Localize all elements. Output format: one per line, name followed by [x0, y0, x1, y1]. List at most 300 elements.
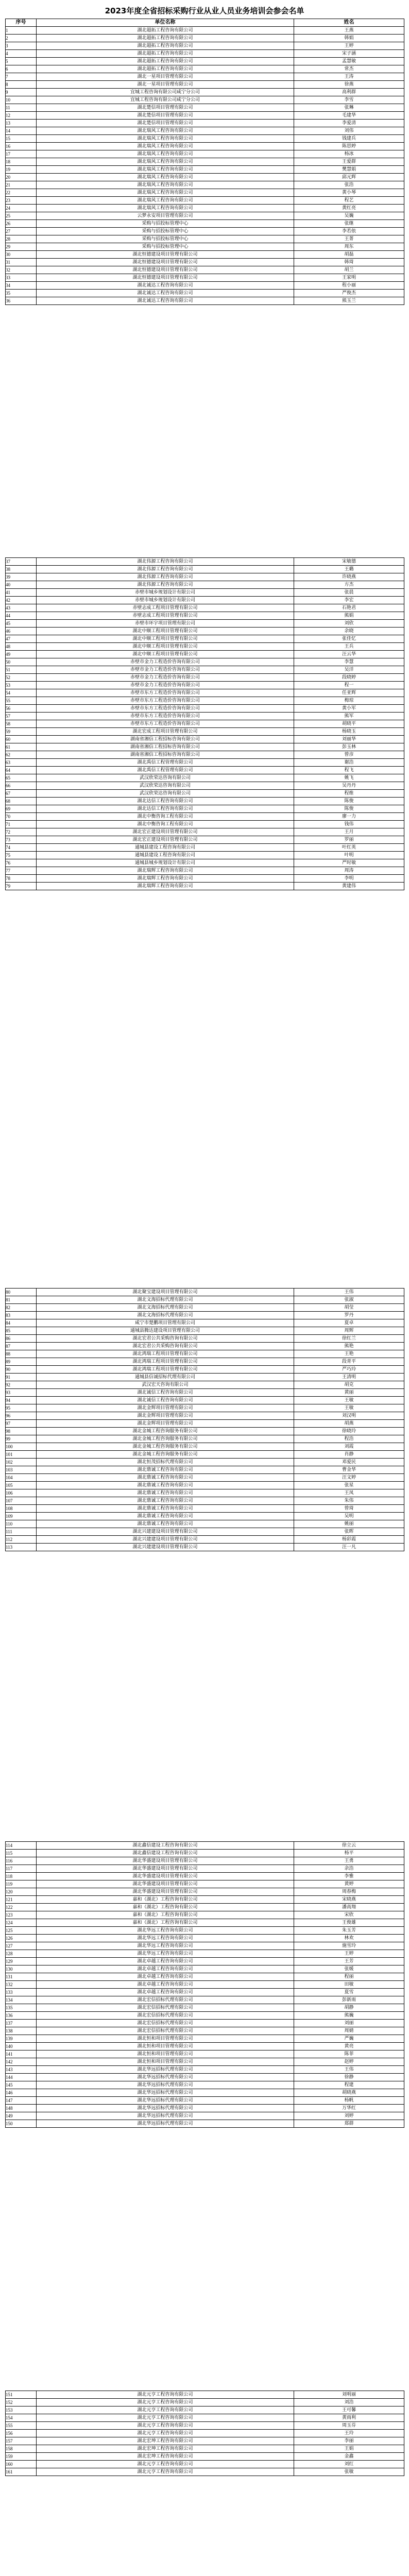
row-number: 46	[6, 628, 37, 635]
table-row	[6, 635, 404, 643]
unit-name: 湖北瑞辉工程咨询有限公司	[37, 883, 294, 890]
unit-name: 湖北华远招标代理有限公司	[37, 2105, 294, 2112]
unit-name: 湖北宏信招标代理有限公司	[37, 1996, 294, 2004]
person-name: 张继	[294, 220, 404, 228]
table-body	[6, 2391, 404, 2476]
table-row	[6, 197, 404, 205]
table-row	[6, 736, 404, 743]
table-row	[6, 1397, 404, 1404]
table-row	[6, 2020, 404, 2027]
person-name: 金鑫	[294, 2453, 404, 2461]
person-name: 王芳	[294, 1958, 404, 1965]
row-number: 106	[6, 1489, 37, 1497]
person-name: 程浩	[294, 1435, 404, 1443]
unit-name: 湖北瑞风工程咨询有限公司	[37, 158, 294, 166]
table-row	[6, 158, 404, 166]
roster-table	[5, 1288, 404, 1551]
unit-name: 赤壁市金力工程造价咨询有限公司	[37, 658, 294, 666]
unit-name: 湖北瑞风工程咨询有限公司	[37, 135, 294, 143]
person-name: 程维	[294, 790, 404, 798]
person-name: 方杰	[294, 581, 404, 589]
row-number: 149	[6, 2112, 37, 2120]
table-row	[6, 2105, 404, 2112]
row-number: 50	[6, 658, 37, 666]
unit-name: 湖北超拓工程咨询有限公司	[37, 35, 294, 42]
unit-name: 赤壁志成工程项目管理有限公司	[37, 612, 294, 620]
row-number: 160	[6, 2461, 37, 2468]
table-row	[6, 1850, 404, 1857]
person-name: 王家明	[294, 274, 404, 282]
row-number: 138	[6, 2027, 37, 2035]
unit-name: 湖北中顺工程项目管理有限公司	[37, 651, 294, 658]
unit-name: 湖北诚达工程咨询有限公司	[37, 282, 294, 290]
person-name: 张晖	[294, 1528, 404, 1536]
row-number: 12	[6, 112, 37, 120]
table-header-row	[6, 19, 404, 27]
person-name: 徐静	[294, 2074, 404, 2081]
person-name: 严巍	[294, 2035, 404, 2043]
table-row	[6, 1942, 404, 1950]
row-number: 43	[6, 604, 37, 612]
unit-name: 湖北恒茂招标代理有限公司	[37, 1459, 294, 1466]
table-row	[6, 2430, 404, 2437]
person-name: 周婧	[294, 2027, 404, 2035]
person-name: 杨平	[294, 1850, 404, 1857]
table-row	[6, 81, 404, 89]
row-number: 108	[6, 1505, 37, 1513]
row-number: 147	[6, 2097, 37, 2105]
unit-name: 湖北恒德建设项目管理有限公司	[37, 266, 294, 274]
row-number: 118	[6, 1873, 37, 1880]
row-number: 57	[6, 713, 37, 720]
person-name: 王玲	[294, 2430, 404, 2437]
row-number: 142	[6, 2058, 37, 2066]
row-number: 83	[6, 1312, 37, 1319]
table-row	[6, 1935, 404, 1942]
table-row	[6, 767, 404, 774]
row-number: 86	[6, 1335, 37, 1343]
person-name: 杨帆	[294, 2097, 404, 2105]
table-row	[6, 2027, 404, 2035]
row-number: 3	[6, 42, 37, 50]
row-number: 65	[6, 774, 37, 782]
person-name: 胡莹	[294, 1304, 404, 1312]
person-name: 刘霞	[294, 1443, 404, 1451]
unit-name: 通城县建设工程咨询有限公司	[37, 844, 294, 852]
table-row	[6, 58, 404, 65]
unit-name: 通城县城乡规划设计有限公司	[37, 859, 294, 867]
row-number: 119	[6, 1880, 37, 1888]
row-number: 104	[6, 1474, 37, 1482]
row-number: 2	[6, 35, 37, 42]
person-name: 钱伟	[294, 821, 404, 828]
row-number: 110	[6, 1520, 37, 1528]
person-name: 王可馨	[294, 2406, 404, 2414]
unit-name: 赤壁志成工程项目管理有限公司	[37, 604, 294, 612]
unit-name: 湖北瑞风工程咨询有限公司	[37, 197, 294, 205]
row-number: 157	[6, 2437, 37, 2445]
unit-name: 采购与招投标管理中心	[37, 243, 294, 251]
person-name: 宋欣	[294, 1911, 404, 1919]
unit-name: 赤壁市城乡规划设计有限公司	[37, 589, 294, 597]
table-row	[6, 2453, 404, 2461]
row-number: 70	[6, 813, 37, 821]
table-row	[6, 875, 404, 883]
table-row	[6, 867, 404, 875]
unit-name: 湖北鸿瑞工程项目管理有限公司	[37, 1350, 294, 1358]
table-row	[6, 852, 404, 859]
unit-name: 湖北超拓工程咨询有限公司	[37, 65, 294, 73]
table-row	[6, 1919, 404, 1927]
unit-name: 湖北达信工程咨询有限公司	[37, 805, 294, 813]
person-name: 程丽	[294, 1973, 404, 1981]
table-row	[6, 174, 404, 181]
table-row	[6, 143, 404, 150]
table-row	[6, 1466, 404, 1474]
person-name: 严巧玲	[294, 1366, 404, 1374]
person-name: 刘明丽	[294, 2391, 404, 2399]
row-number: 100	[6, 1443, 37, 1451]
person-name: 罗丽	[294, 836, 404, 844]
row-number: 98	[6, 1428, 37, 1435]
row-number: 60	[6, 736, 37, 743]
table-row	[6, 73, 404, 81]
table-row	[6, 1289, 404, 1296]
person-name: 刘丽华	[294, 736, 404, 743]
row-number: 74	[6, 844, 37, 852]
unit-name: 湖北楚信项目管理有限公司	[37, 112, 294, 120]
table-row	[6, 220, 404, 228]
row-number: 21	[6, 181, 37, 189]
row-number: 96	[6, 1412, 37, 1420]
table-row	[6, 774, 404, 782]
table-row	[6, 836, 404, 844]
unit-name: 湖北恒德建设项目管理有限公司	[37, 251, 294, 259]
row-number: 85	[6, 1327, 37, 1335]
table-row	[6, 1505, 404, 1513]
person-name: 韩琦	[294, 259, 404, 266]
table-row	[6, 883, 404, 890]
table-row	[6, 50, 404, 58]
row-number: 151	[6, 2391, 37, 2399]
table-row	[6, 1435, 404, 1443]
unit-name: 湖北瑞风工程咨询有限公司	[37, 174, 294, 181]
unit-name: 赤壁市金力工程造价咨询有限公司	[37, 682, 294, 689]
person-name: 胡晓平	[294, 720, 404, 728]
person-name: 王敏	[294, 1404, 404, 1412]
table-row	[6, 1520, 404, 1528]
table-row	[6, 674, 404, 682]
unit-name: 湖北恒和项目管理有限公司	[37, 2050, 294, 2058]
person-name: 潘高翔	[294, 1904, 404, 1911]
person-name: 韩娟	[294, 35, 404, 42]
row-number: 1	[6, 27, 37, 35]
table-row	[6, 243, 404, 251]
unit-name: 湖北鼎诚工程咨询有限公司	[37, 1520, 294, 1528]
unit-name: 湖北超拓工程咨询有限公司	[37, 42, 294, 50]
table-row	[6, 235, 404, 243]
person-name: 张琳	[294, 104, 404, 112]
person-name: 姚飞	[294, 774, 404, 782]
row-number: 148	[6, 2105, 37, 2112]
person-name: 徐红兰	[294, 1335, 404, 1343]
row-number: 41	[6, 589, 37, 597]
unit-name: 湖南省湘信工程招标咨询有限公司	[37, 751, 294, 759]
table-row	[6, 859, 404, 867]
row-number: 121	[6, 1896, 37, 1904]
table-row	[6, 1513, 404, 1520]
row-number: 128	[6, 1950, 37, 1958]
table-body	[6, 1842, 404, 2128]
row-number: 154	[6, 2414, 37, 2422]
person-name: 杨冰	[294, 150, 404, 158]
person-name: 王涛	[294, 73, 404, 81]
unit-name: 湖北宏正建设项目管理有限公司	[37, 828, 294, 836]
table-row	[6, 96, 404, 104]
person-name: 朱玉芳	[294, 1927, 404, 1935]
table-row	[6, 181, 404, 189]
person-name: 叶红英	[294, 844, 404, 852]
table-row	[6, 643, 404, 651]
row-number: 71	[6, 821, 37, 828]
person-name: 夏卓	[294, 1319, 404, 1327]
row-number: 137	[6, 2020, 37, 2027]
table-row	[6, 1536, 404, 1544]
unit-name: 湖北诚信工程咨询有限公司	[37, 1389, 294, 1397]
roster-table	[5, 557, 404, 890]
row-number: 69	[6, 805, 37, 813]
person-name: 黄小琴	[294, 189, 404, 197]
unit-name: 湖北中顺工程项目管理有限公司	[37, 643, 294, 651]
person-name: 万华红	[294, 2105, 404, 2112]
unit-name: 武汉欣荣达咨询有限公司	[37, 790, 294, 798]
table-row	[6, 1544, 404, 1551]
table-row	[6, 743, 404, 751]
person-name: 汪文婷	[294, 1474, 404, 1482]
person-name: 廖一力	[294, 813, 404, 821]
row-number: 33	[6, 274, 37, 282]
row-number: 8	[6, 81, 37, 89]
person-name: 胡克	[294, 1381, 404, 1389]
table-row	[6, 42, 404, 50]
unit-name: 湖北瑞风工程咨询有限公司	[37, 150, 294, 158]
table-row	[6, 127, 404, 135]
unit-name: 湖北恒德建设项目管理有限公司	[37, 274, 294, 282]
unit-name: 湖北宏信招标代理有限公司	[37, 2027, 294, 2035]
unit-name: 湖北鼎诚工程咨询有限公司	[37, 1489, 294, 1497]
table-row	[6, 2414, 404, 2422]
unit-name: 武汉欣荣达咨询有限公司	[37, 774, 294, 782]
header-no: 序号	[6, 19, 37, 27]
row-number: 101	[6, 1451, 37, 1459]
person-name: 段晓婷	[294, 674, 404, 682]
table-row	[6, 1896, 404, 1904]
row-number: 54	[6, 689, 37, 697]
unit-name: 赤壁市城乡规划设计有限公司	[37, 597, 294, 604]
table-row	[6, 259, 404, 266]
row-number: 23	[6, 197, 37, 205]
table-row	[6, 266, 404, 274]
row-number: 132	[6, 1981, 37, 1989]
person-name: 曾彦	[294, 751, 404, 759]
table-row	[6, 2120, 404, 2128]
person-name: 王娟	[294, 2445, 404, 2453]
table-row	[6, 2445, 404, 2453]
unit-name: 湖北聚宝建设项目管理有限公司	[37, 1289, 294, 1296]
person-name: 程建	[294, 2081, 404, 2089]
table-body	[6, 1289, 404, 1551]
table-row	[6, 2089, 404, 2097]
person-name: 杨晓玉	[294, 728, 404, 736]
row-number: 94	[6, 1397, 37, 1404]
person-name: 刘婷	[294, 2112, 404, 2120]
unit-name: 湖北鑫信建设工程咨询有限公司	[37, 1850, 294, 1857]
row-number: 27	[6, 228, 37, 235]
person-name: 宋敏德	[294, 558, 404, 566]
table-row	[6, 2012, 404, 2020]
table-row	[6, 658, 404, 666]
unit-name: 嘉和（湖北）工程咨询有限公司	[37, 1896, 294, 1904]
table-row	[6, 1459, 404, 1466]
row-number: 122	[6, 1904, 37, 1911]
unit-name: 湖北宏坤工程咨询有限公司	[37, 2445, 294, 2453]
table-row	[6, 135, 404, 143]
table-body	[6, 558, 404, 890]
unit-name: 通城县建设工程咨询有限公司	[37, 852, 294, 859]
person-name: 宋晓燕	[294, 1896, 404, 1904]
roster-table	[5, 2391, 404, 2476]
unit-name: 赤壁市金力工程造价咨询有限公司	[37, 674, 294, 682]
person-name: 王勇	[294, 1857, 404, 1865]
table-row	[6, 573, 404, 581]
row-number: 24	[6, 205, 37, 212]
row-number: 81	[6, 1296, 37, 1304]
row-number: 141	[6, 2050, 37, 2058]
person-name: 李宏	[294, 597, 404, 604]
unit-name: 湖北华远招标代理有限公司	[37, 2097, 294, 2105]
row-number: 129	[6, 1958, 37, 1965]
unit-name: 武汉宏天咨询有限公司	[37, 1381, 294, 1389]
table-row	[6, 2112, 404, 2120]
unit-name: 湖北伟源工程咨询有限公司	[37, 573, 294, 581]
table-row	[6, 1911, 404, 1919]
table-row	[6, 89, 404, 96]
person-name: 严俊杰	[294, 290, 404, 297]
unit-name: 湖北鸿瑞工程项目管理有限公司	[37, 1366, 294, 1374]
table-row	[6, 844, 404, 852]
person-name: 严时敏	[294, 859, 404, 867]
row-number: 26	[6, 220, 37, 228]
unit-name: 湖北超拓工程咨询有限公司	[37, 58, 294, 65]
person-name: 陈思婷	[294, 143, 404, 150]
row-number: 102	[6, 1459, 37, 1466]
person-name: 李丽	[294, 2437, 404, 2445]
row-number: 139	[6, 2035, 37, 2043]
row-number: 153	[6, 2406, 37, 2414]
table-row	[6, 2097, 404, 2105]
person-name: 程飞	[294, 767, 404, 774]
person-name: 吴丹丹	[294, 782, 404, 790]
unit-name: 湖北宏坤工程咨询有限公司	[37, 2437, 294, 2445]
table-row	[6, 604, 404, 612]
unit-name: 湖北诚达工程咨询有限公司	[37, 297, 294, 305]
unit-name: 湖北禹信工程管理有限公司	[37, 759, 294, 767]
unit-name: 湖北金城工程咨询服务有限公司	[37, 1443, 294, 1451]
table-row	[6, 150, 404, 158]
unit-name: 采购与招投标管理中心	[37, 220, 294, 228]
unit-name: 湖北鼎诚工程咨询有限公司	[37, 1466, 294, 1474]
row-number: 130	[6, 1965, 37, 1973]
person-name: 黄红亮	[294, 205, 404, 212]
table-row	[6, 2058, 404, 2066]
person-name: 罗丹	[294, 1312, 404, 1319]
row-number: 42	[6, 597, 37, 604]
row-number: 146	[6, 2089, 37, 2097]
unit-name: 湖南省湘信工程招标咨询有限公司	[37, 736, 294, 743]
table-row	[6, 2406, 404, 2414]
unit-name: 湖北元亨工程咨询有限公司	[37, 2391, 294, 2399]
table-row	[6, 1528, 404, 1536]
person-name: 王清明	[294, 1374, 404, 1381]
row-number: 51	[6, 666, 37, 674]
row-number: 61	[6, 743, 37, 751]
person-name: 熊娟	[294, 612, 404, 620]
unit-name: 湖北瑞风工程咨询有限公司	[37, 189, 294, 197]
person-name: 许晓燕	[294, 573, 404, 581]
row-number: 125	[6, 1927, 37, 1935]
person-name: 黄建伟	[294, 883, 404, 890]
row-number: 103	[6, 1466, 37, 1474]
table-row	[6, 2399, 404, 2406]
table-row	[6, 282, 404, 290]
row-number: 9	[6, 89, 37, 96]
row-number: 14	[6, 127, 37, 135]
unit-name: 湖北瑞风工程咨询有限公司	[37, 205, 294, 212]
row-number: 92	[6, 1381, 37, 1389]
row-number: 156	[6, 2430, 37, 2437]
person-name: 熊军	[294, 713, 404, 720]
person-name: 刘欣	[294, 620, 404, 628]
unit-name: 嘉和（湖北）工程咨询有限公司	[37, 1919, 294, 1927]
person-name: 毛建华	[294, 112, 404, 120]
table-row	[6, 828, 404, 836]
row-number: 127	[6, 1942, 37, 1950]
person-name: 施雪玲	[294, 1942, 404, 1950]
row-number: 63	[6, 759, 37, 767]
table-body	[6, 27, 404, 305]
unit-name: 湖北一星项目管理有限公司	[37, 73, 294, 81]
unit-name: 湖北元亨工程咨询有限公司	[37, 2399, 294, 2406]
table-row	[6, 2437, 404, 2445]
unit-name: 湖北华远招标代理有限公司	[37, 2066, 294, 2074]
roster-table	[5, 19, 404, 305]
unit-name: 湖北伟源工程咨询有限公司	[37, 581, 294, 589]
table-row	[6, 1474, 404, 1482]
table-row	[6, 205, 404, 212]
unit-name: 嘉和（湖北）工程咨询有限公司	[37, 1904, 294, 1911]
person-name: 李若依	[294, 228, 404, 235]
table-row	[6, 798, 404, 805]
table-row	[6, 759, 404, 767]
table-row	[6, 1497, 404, 1505]
person-name: 吴巍	[294, 212, 404, 220]
person-name: 王婷	[294, 42, 404, 50]
unit-name: 湖北鑫信建设工程咨询有限公司	[37, 1842, 294, 1850]
table-row	[6, 1358, 404, 1366]
table-row	[6, 1996, 404, 2004]
table-row	[6, 104, 404, 112]
unit-name: 湖北鸿瑞工程项目管理有限公司	[37, 1358, 294, 1366]
